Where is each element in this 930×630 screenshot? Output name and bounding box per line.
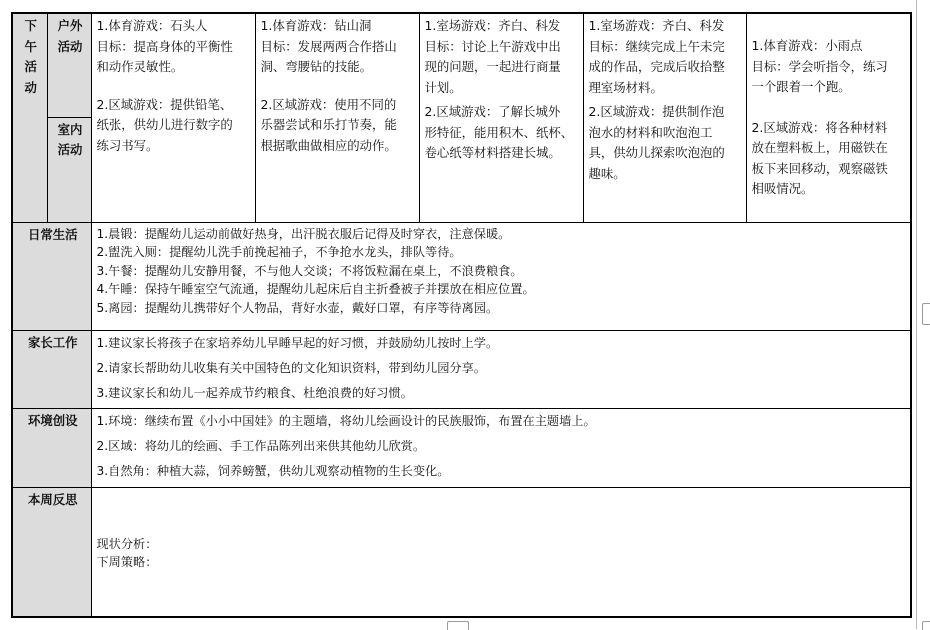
environment-row [12, 408, 911, 487]
sport-game-text: 一个跟着一个跑。 [751, 79, 851, 94]
indoor-label-text [53, 120, 88, 161]
reflection-status: 现状分析： [96, 536, 158, 551]
sport-game-text: 1.体育游戏：钻山洞 [260, 18, 372, 33]
afternoon-cell-day-4 [583, 13, 746, 222]
afternoon-label-char: 活 [24, 59, 37, 74]
outdoor-label-text [53, 16, 88, 57]
area-game-text: 形特征，能用积木、纸杯、 [424, 124, 574, 140]
family-work-label: 家长工作 [12, 330, 91, 408]
family-item: 1.建议家长将孩子在家培养幼儿早睡早起的好习惯，并鼓励幼儿按时上学。 [96, 335, 499, 350]
side-resize-handle[interactable] [922, 303, 930, 325]
afternoon-cell-day-2 [255, 13, 419, 222]
sport-game-text: 和动作灵敏性。 [96, 59, 184, 74]
daily-item: 3.午餐：提醒幼儿安静用餐，不与他人交谈；不将饭粒漏在桌上，不浪费粮食。 [96, 263, 523, 278]
sport-game-text: 洞、弯腰钻的技能。 [260, 59, 373, 74]
afternoon-label-text [18, 16, 44, 98]
afternoon-label-char: 下 [24, 18, 37, 33]
daily-life-row [12, 222, 911, 330]
area-game-text: 根据歌曲做相应的动作。 [260, 137, 397, 153]
family-item: 2.请家长帮助幼儿收集有关中国特色的文化知识资料，带到幼儿园分享。 [96, 360, 486, 375]
afternoon-label-char: 午 [24, 38, 37, 54]
reflection-content [91, 487, 911, 617]
paragraph-gap [97, 78, 252, 95]
sport-game-text: 成的作品，完成后收拾整 [588, 59, 725, 74]
sport-game-text: 1.体育游戏：小雨点 [751, 38, 863, 53]
sport-game-text: 现的问题，一起进行商量 [424, 59, 561, 74]
indoor-activity-label [47, 117, 91, 222]
area-game-text: 放在塑料板上，用磁铁在 [751, 140, 888, 155]
family-work-content [91, 330, 911, 408]
sport-game-text: 目标：学会听指令，练习 [751, 58, 888, 74]
daily-life-content [91, 222, 911, 330]
daily-item: 4.午睡：保持午睡室空气流通，提醒幼儿起床后自主折叠被子并摆放在相应位置。 [96, 282, 535, 297]
outdoor-activity-label [47, 13, 91, 117]
area-game-text: 练习书写。 [96, 137, 159, 153]
sport-game-text: 目标：讨论上午游戏中出 [424, 38, 561, 54]
sport-game-text: 1.室场游戏：齐白、科发 [424, 18, 561, 33]
afternoon-cell-day-3 [419, 13, 583, 222]
family-item: 3.建议家长和幼儿一起养成节约粮食、杜绝浪费的好习惯。 [96, 385, 413, 400]
afternoon-label-char: 动 [24, 79, 37, 95]
area-game-text: 趣味。 [588, 165, 626, 181]
daily-life-label: 日常生活 [12, 222, 91, 330]
sport-game-text: 目标：发展两两合作搭山 [260, 38, 397, 54]
area-game-text: 纸张，供幼儿进行数字的 [96, 117, 233, 132]
area-game-text: 2.区域游戏：提供制作泡 [588, 104, 725, 119]
reflection-strategy: 下周策略： [96, 554, 158, 569]
environment-content [91, 408, 911, 487]
afternoon-cell-day-1 [91, 13, 255, 222]
paragraph-gap [261, 78, 416, 95]
family-work-row [12, 330, 911, 408]
daily-item: 5.离园：提醒幼儿携带好个人物品，背好水壶，戴好口罩，有序等待离园。 [96, 300, 499, 315]
area-game-text: 相吸情况。 [751, 181, 814, 196]
environment-label: 环境创设 [12, 408, 91, 487]
reflection-row [12, 487, 911, 617]
afternoon-outdoor-row [12, 13, 911, 117]
sport-game-text: 目标：继续完成上午未完 [588, 38, 725, 54]
sport-game-text: 目标：提高身体的平衡性 [96, 38, 233, 54]
sport-game-text: 理室场材料。 [588, 79, 663, 95]
afternoon-activity-label [12, 13, 47, 222]
environment-item: 1.环境：继续布置《小小中国娃》的主题墙，将幼儿绘画设计的民族服饰，布置在主题墙上。 [96, 413, 596, 428]
area-game-text: 2.区域游戏：使用不同的 [260, 96, 397, 112]
daily-item: 1.晨锻：提醒幼儿运动前做好热身，出汗脱衣服后记得及时穿衣，注意保暖。 [96, 226, 511, 241]
environment-item: 3.自然角：种植大蒜，饲养螃蟹，供幼儿观察动植物的生长变化。 [96, 463, 450, 478]
area-game-text: 乐器尝试和乐打节奏，能 [260, 117, 397, 132]
afternoon-cell-day-5 [746, 13, 911, 222]
sport-game-text: 计划。 [424, 79, 462, 95]
area-game-text: 泡水的材料和吹泡泡工 [588, 124, 713, 140]
indoor-label-line: 活动 [57, 142, 83, 157]
area-game-text: 2.区域游戏：提供铅笔、 [96, 96, 233, 112]
area-game-text: 具，供幼儿探索吹泡泡的 [588, 145, 725, 160]
outdoor-label-line: 活动 [57, 38, 83, 54]
area-game-text: 2.区域游戏：了解长城外 [424, 104, 561, 119]
sport-game-text: 1.室场游戏：齐白、科发 [588, 18, 725, 33]
indoor-label-line: 室内 [57, 121, 83, 137]
area-game-text: 卷心纸等材料搭建长城。 [424, 145, 561, 160]
outdoor-label-line: 户外 [57, 18, 83, 33]
reflection-label: 本周反思 [12, 487, 91, 617]
area-game-text: 板下来回移动，观察磁铁 [751, 160, 888, 176]
area-game-text: 2.区域游戏：将各种材料 [751, 119, 888, 135]
daily-item: 2.盥洗入厕：提醒幼儿洗手前挽起袖子，不争抢水龙头，排队等待。 [96, 245, 462, 260]
weekly-plan-table [11, 12, 912, 618]
sport-game-text: 1.体育游戏：石头人 [96, 18, 208, 33]
paragraph-gap [752, 98, 908, 118]
environment-item: 2.区域：将幼儿的绘画、手工作品陈列出来供其他幼儿欣赏。 [96, 438, 426, 453]
